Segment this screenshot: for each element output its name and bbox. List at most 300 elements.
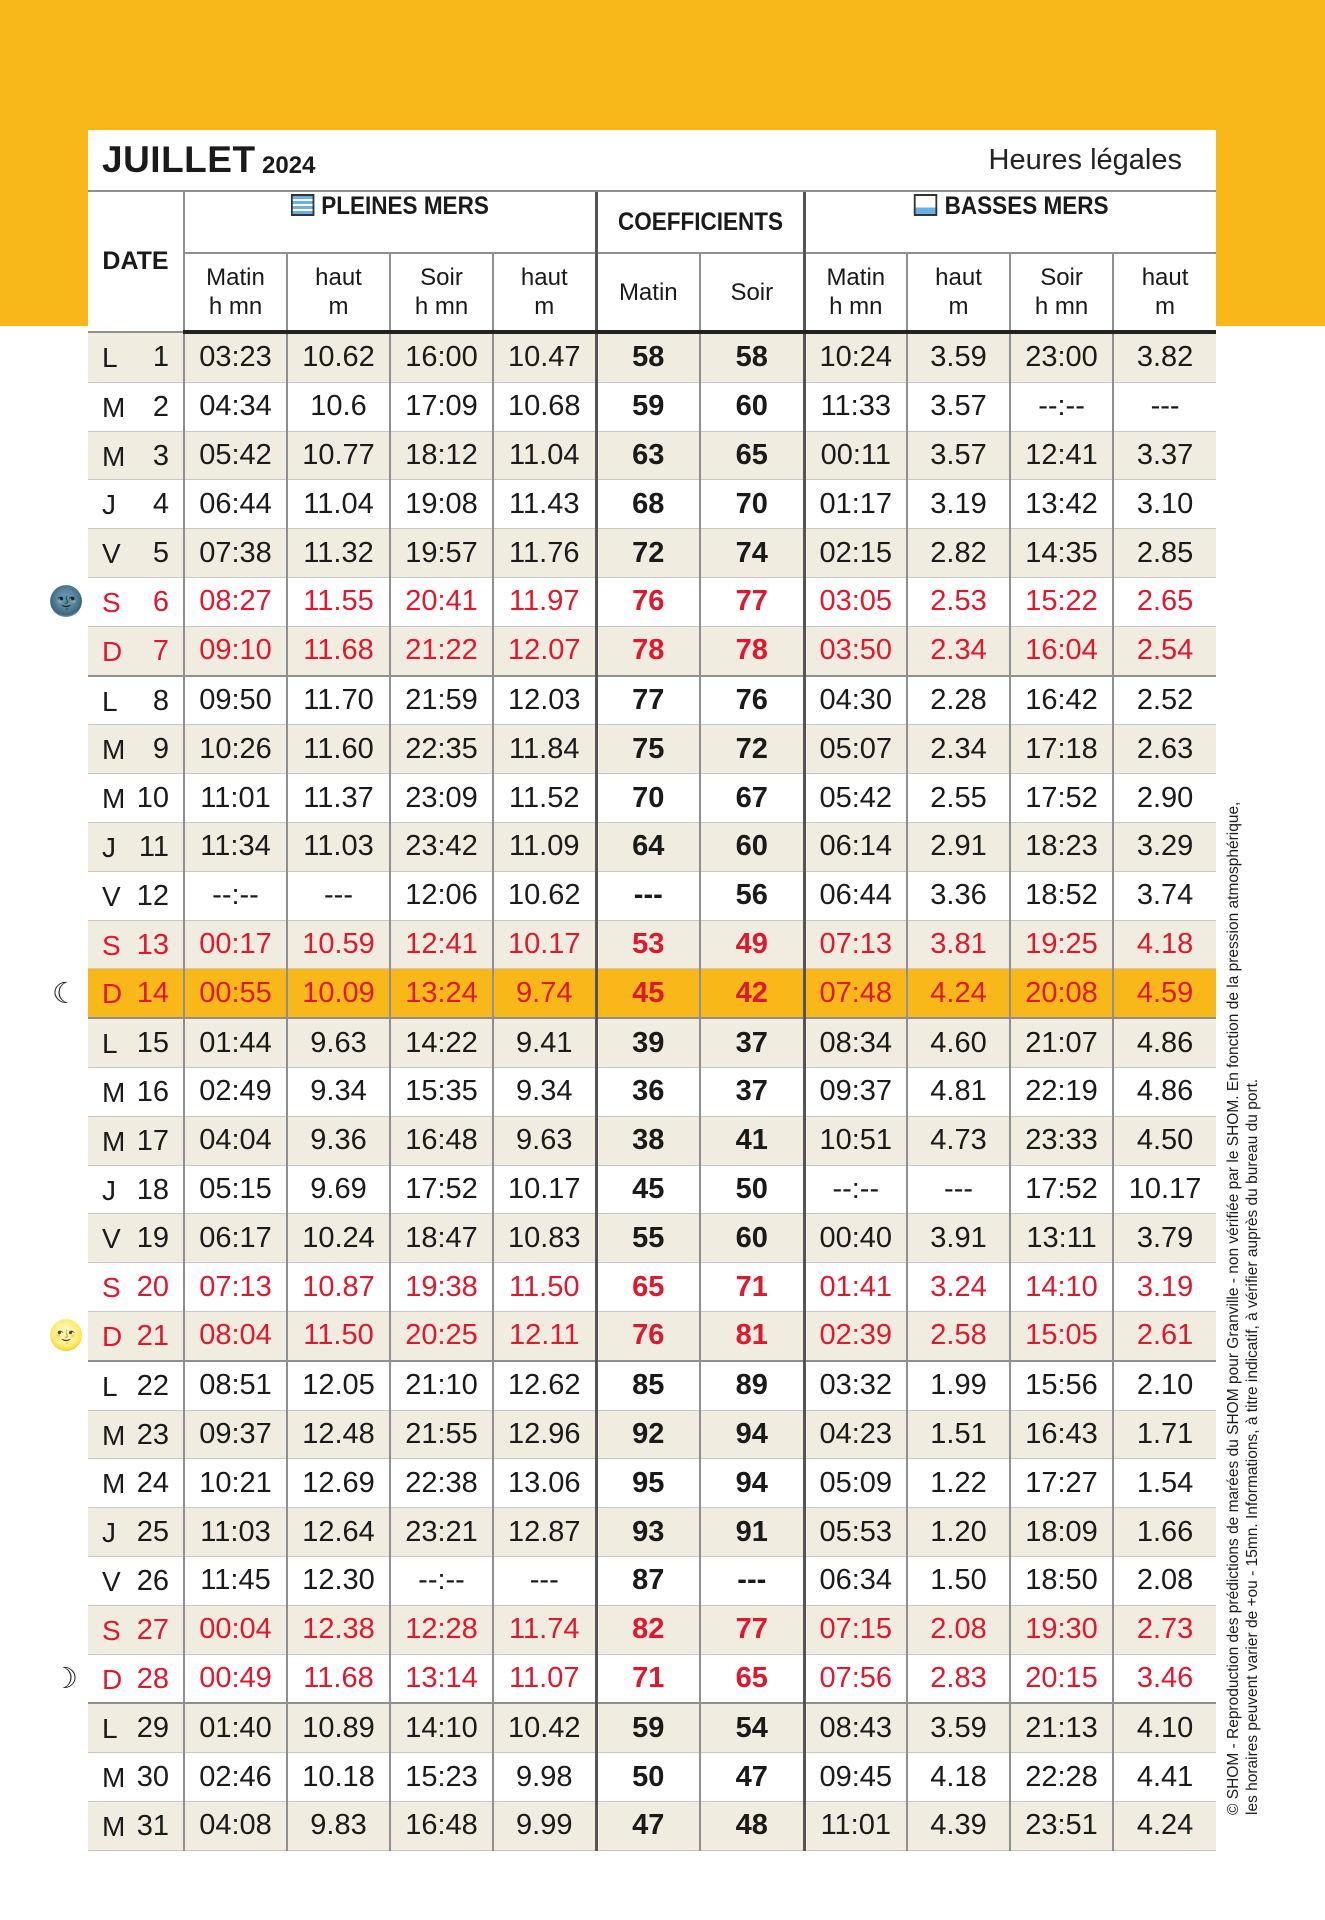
date-cell: [88, 1801, 184, 1850]
date-cell: [88, 1508, 184, 1557]
title-bar: [88, 130, 1216, 192]
coef-morning: 55: [596, 1214, 700, 1263]
bm-morning-height: 3.59: [907, 332, 1010, 382]
coef-evening: 91: [700, 1508, 804, 1557]
table-row: [88, 1801, 1216, 1850]
bm-morning-time: 09:37: [804, 1067, 907, 1116]
basses-mers-header: BASSES MERS: [804, 192, 1216, 253]
coef-evening: 94: [700, 1459, 804, 1508]
bm-evening-time: 18:50: [1010, 1556, 1113, 1605]
bm-evening-time: 12:41: [1010, 431, 1113, 480]
pm-evening-time: 21:59: [390, 676, 493, 725]
pm-subheader: haut m: [493, 253, 596, 332]
bm-morning-time: 03:50: [804, 626, 907, 675]
bm-morning-height: 1.22: [907, 1459, 1010, 1508]
table-row: [88, 1459, 1216, 1508]
pm-evening-height: 10.83: [493, 1214, 596, 1263]
bm-morning-time: --:--: [804, 1165, 907, 1214]
bm-evening-time: 17:52: [1010, 1165, 1113, 1214]
table-row: [88, 1116, 1216, 1165]
bm-morning-time: 02:15: [804, 529, 907, 578]
pm-morning-time: 09:10: [184, 626, 287, 675]
pm-evening-height: 9.99: [493, 1801, 596, 1850]
bm-morning-height: 2.83: [907, 1654, 1010, 1703]
bm-evening-height: 2.52: [1113, 676, 1216, 725]
pm-evening-time: 14:22: [390, 1018, 493, 1067]
pm-morning-height: 9.34: [287, 1067, 390, 1116]
bm-evening-height: 4.59: [1113, 969, 1216, 1018]
bm-evening-height: 3.19: [1113, 1263, 1216, 1312]
bm-evening-height: 4.41: [1113, 1753, 1216, 1802]
bm-evening-time: 19:25: [1010, 920, 1113, 969]
pm-morning-time: 05:42: [184, 431, 287, 480]
table-row: [88, 871, 1216, 920]
bm-subheader: Soir h mn: [1010, 253, 1113, 332]
bm-evening-height: 2.85: [1113, 529, 1216, 578]
coef-evening: 77: [700, 577, 804, 626]
bm-evening-height: 4.86: [1113, 1018, 1216, 1067]
pm-morning-time: 03:23: [184, 332, 287, 382]
bm-evening-height: 4.50: [1113, 1116, 1216, 1165]
weekday-letter: M: [102, 440, 126, 472]
day-number: 18: [136, 1173, 169, 1206]
pm-evening-height: 9.34: [493, 1067, 596, 1116]
bm-morning-height: 4.24: [907, 969, 1010, 1018]
day-number: 26: [136, 1564, 169, 1597]
table-row: [88, 1067, 1216, 1116]
day-number: 22: [136, 1369, 169, 1402]
pm-morning-height: 9.83: [287, 1801, 390, 1850]
pm-morning-time: 01:44: [184, 1018, 287, 1067]
date-cell: [88, 1410, 184, 1459]
pm-evening-height: 10.62: [493, 871, 596, 920]
bm-evening-time: 23:51: [1010, 1801, 1113, 1850]
day-number: 16: [136, 1075, 169, 1108]
bm-morning-time: 09:45: [804, 1753, 907, 1802]
bm-morning-height: 1.99: [907, 1361, 1010, 1410]
pm-morning-time: 08:51: [184, 1361, 287, 1410]
pm-morning-time: --:--: [184, 871, 287, 920]
bm-evening-time: --:--: [1010, 382, 1113, 431]
date-cell: [88, 920, 184, 969]
date-cell: [88, 1605, 184, 1654]
date-cell: [88, 1703, 184, 1752]
day-number: 31: [136, 1809, 169, 1842]
bm-morning-height: 4.39: [907, 1801, 1010, 1850]
table-row: [88, 725, 1216, 774]
pm-evening-time: 13:24: [390, 969, 493, 1018]
coef-morning: 70: [596, 774, 700, 823]
pm-evening-height: 11.97: [493, 577, 596, 626]
coef-evening: 49: [700, 920, 804, 969]
pm-morning-time: 08:27: [184, 577, 287, 626]
bm-morning-time: 01:17: [804, 480, 907, 529]
date-cell: [88, 332, 184, 382]
bm-evening-time: 18:23: [1010, 822, 1113, 871]
pm-evening-height: 11.43: [493, 480, 596, 529]
pm-evening-time: 23:09: [390, 774, 493, 823]
coef-morning: 78: [596, 626, 700, 675]
pm-morning-time: 09:50: [184, 676, 287, 725]
coef-evening: 74: [700, 529, 804, 578]
pm-evening-height: 10.47: [493, 332, 596, 382]
bm-morning-time: 07:56: [804, 1654, 907, 1703]
date-cell: [88, 676, 184, 725]
pm-evening-height: 11.50: [493, 1263, 596, 1312]
date-cell: [88, 1361, 184, 1410]
pm-morning-height: ---: [287, 871, 390, 920]
date-cell: [88, 1459, 184, 1508]
coef-morning: 77: [596, 676, 700, 725]
date-cell: [88, 626, 184, 675]
date-cell: [88, 529, 184, 578]
pm-morning-height: 11.32: [287, 529, 390, 578]
pm-evening-height: 12.11: [493, 1311, 596, 1360]
pm-evening-time: 16:48: [390, 1801, 493, 1850]
date-cell: [88, 1654, 184, 1703]
bm-evening-time: 23:00: [1010, 332, 1113, 382]
date-cell: [88, 1556, 184, 1605]
pm-morning-time: 00:55: [184, 969, 287, 1018]
weekday-letter: L: [102, 1370, 118, 1402]
pm-evening-time: 19:08: [390, 480, 493, 529]
day-number: 1: [152, 341, 169, 373]
full-moon-icon: 🌝: [48, 1320, 85, 1353]
coef-morning: 53: [596, 920, 700, 969]
bm-morning-height: 2.55: [907, 774, 1010, 823]
weekday-letter: M: [102, 783, 126, 815]
weekday-letter: S: [102, 1272, 121, 1304]
pm-evening-height: 9.63: [493, 1116, 596, 1165]
bm-evening-height: 2.73: [1113, 1605, 1216, 1654]
coef-evening: 65: [700, 1654, 804, 1703]
coef-evening: 71: [700, 1263, 804, 1312]
bm-evening-height: 2.54: [1113, 626, 1216, 675]
coef-morning: 68: [596, 480, 700, 529]
weekday-letter: M: [102, 1810, 126, 1842]
table-row: [88, 1311, 1216, 1360]
bm-morning-height: 4.60: [907, 1018, 1010, 1067]
bm-morning-height: 2.34: [907, 626, 1010, 675]
bm-morning-height: 3.91: [907, 1214, 1010, 1263]
bm-evening-height: 2.10: [1113, 1361, 1216, 1410]
bm-evening-height: 2.65: [1113, 577, 1216, 626]
pm-evening-height: 10.17: [493, 1165, 596, 1214]
coef-morning: ---: [596, 871, 700, 920]
pm-morning-time: 00:49: [184, 1654, 287, 1703]
bm-evening-time: 16:42: [1010, 676, 1113, 725]
weekday-letter: M: [102, 734, 126, 766]
bm-morning-time: 06:14: [804, 822, 907, 871]
bm-morning-height: 2.58: [907, 1311, 1010, 1360]
day-number: 15: [136, 1027, 169, 1060]
coef-morning: 58: [596, 332, 700, 382]
pm-subheader: Soir h mn: [390, 253, 493, 332]
weekday-letter: M: [102, 1076, 126, 1108]
pm-morning-height: 12.38: [287, 1605, 390, 1654]
coef-morning: 59: [596, 1703, 700, 1752]
day-number: 19: [136, 1222, 169, 1255]
new-moon-icon: 🌚: [48, 585, 85, 618]
pm-evening-time: 12:28: [390, 1605, 493, 1654]
pm-morning-height: 11.70: [287, 676, 390, 725]
pm-morning-time: 09:37: [184, 1410, 287, 1459]
table-row: [88, 332, 1216, 382]
pm-morning-height: 9.36: [287, 1116, 390, 1165]
table-row: [88, 1605, 1216, 1654]
pm-morning-height: 12.05: [287, 1361, 390, 1410]
bm-morning-time: 00:40: [804, 1214, 907, 1263]
table-row: [88, 920, 1216, 969]
bm-evening-height: 3.79: [1113, 1214, 1216, 1263]
table-row: [88, 1165, 1216, 1214]
weekday-letter: V: [102, 1565, 121, 1597]
bm-evening-time: 18:52: [1010, 871, 1113, 920]
page-title-month: JUILLET: [102, 139, 256, 180]
table-row: [88, 676, 1216, 725]
pm-morning-time: 10:26: [184, 725, 287, 774]
bm-morning-time: 11:33: [804, 382, 907, 431]
bm-morning-height: 4.81: [907, 1067, 1010, 1116]
weekday-letter: M: [102, 391, 126, 423]
bm-morning-height: 2.28: [907, 676, 1010, 725]
bm-morning-height: 3.57: [907, 431, 1010, 480]
bm-evening-height: 10.17: [1113, 1165, 1216, 1214]
pm-morning-height: 10.09: [287, 969, 390, 1018]
pm-morning-time: 11:34: [184, 822, 287, 871]
day-number: 4: [152, 488, 169, 521]
table-row: [88, 577, 1216, 626]
bm-evening-height: 2.63: [1113, 725, 1216, 774]
tide-rows: [88, 332, 1216, 1850]
day-number: 28: [136, 1662, 169, 1695]
table-row: [88, 822, 1216, 871]
pm-evening-time: 21:55: [390, 1410, 493, 1459]
pm-morning-height: 11.50: [287, 1311, 390, 1360]
day-number: 23: [136, 1418, 169, 1451]
pm-morning-height: 10.6: [287, 382, 390, 431]
coef-evening: 42: [700, 969, 804, 1018]
first-quarter-icon: ☾: [52, 977, 78, 1010]
credit-note: © SHOM - Reproduction des prédictions de marées du SHOM pour Granville - non vérifiée par le SHOM. En fonction de la pression atmosphérique, les horaires peuvent varier de +ou - 15mn. Informations, à titre indicatif, à vérifier auprès du bureau du port.: [1225, 801, 1261, 1815]
weekday-letter: S: [102, 586, 121, 618]
bm-morning-height: 2.91: [907, 822, 1010, 871]
weekday-letter: D: [102, 1663, 123, 1695]
coef-morning: 72: [596, 529, 700, 578]
bm-morning-time: 04:23: [804, 1410, 907, 1459]
last-quarter-icon: ☽: [52, 1662, 78, 1695]
weekday-letter: V: [102, 880, 121, 912]
date-cell: [88, 774, 184, 823]
bm-evening-height: 3.82: [1113, 332, 1216, 382]
pm-morning-height: 10.62: [287, 332, 390, 382]
pm-morning-time: 00:04: [184, 1605, 287, 1654]
bm-morning-height: 3.19: [907, 480, 1010, 529]
date-header: DATE: [88, 192, 184, 332]
coef-evening: 76: [700, 676, 804, 725]
bm-morning-time: 05:09: [804, 1459, 907, 1508]
weekday-letter: J: [102, 831, 116, 863]
bm-morning-height: 2.82: [907, 529, 1010, 578]
bm-morning-time: 05:07: [804, 725, 907, 774]
bm-morning-time: 10:51: [804, 1116, 907, 1165]
bm-morning-time: 10:24: [804, 332, 907, 382]
weekday-letter: L: [102, 342, 118, 373]
weekday-letter: J: [102, 489, 116, 521]
table-row: [88, 1410, 1216, 1459]
coef-evening: 67: [700, 774, 804, 823]
pm-morning-time: 00:17: [184, 920, 287, 969]
pm-evening-time: --:--: [390, 1556, 493, 1605]
day-number: 2: [152, 390, 169, 423]
pm-evening-time: 18:47: [390, 1214, 493, 1263]
coef-morning: 45: [596, 969, 700, 1018]
bm-evening-height: 3.46: [1113, 1654, 1216, 1703]
pm-evening-time: 22:38: [390, 1459, 493, 1508]
weekday-letter: L: [102, 685, 118, 717]
bm-evening-time: 13:11: [1010, 1214, 1113, 1263]
date-cell: [88, 1116, 184, 1165]
pm-evening-time: 16:48: [390, 1116, 493, 1165]
bm-evening-height: 1.54: [1113, 1459, 1216, 1508]
pm-morning-height: 12.30: [287, 1556, 390, 1605]
pm-evening-height: 12.07: [493, 626, 596, 675]
bm-morning-height: 4.73: [907, 1116, 1010, 1165]
coef-morning: 75: [596, 725, 700, 774]
pm-morning-height: 10.77: [287, 431, 390, 480]
coef-morning: 64: [596, 822, 700, 871]
pm-morning-time: 10:21: [184, 1459, 287, 1508]
pm-morning-height: 11.37: [287, 774, 390, 823]
bm-morning-height: 3.81: [907, 920, 1010, 969]
pm-evening-height: 13.06: [493, 1459, 596, 1508]
day-number: 5: [152, 537, 169, 570]
bm-evening-height: 1.71: [1113, 1410, 1216, 1459]
bm-evening-height: 3.10: [1113, 480, 1216, 529]
pm-morning-height: 9.63: [287, 1018, 390, 1067]
date-cell: [88, 1311, 184, 1360]
pm-morning-time: 07:38: [184, 529, 287, 578]
pm-morning-height: 10.89: [287, 1703, 390, 1752]
pm-morning-time: 06:17: [184, 1214, 287, 1263]
pm-morning-height: 10.24: [287, 1214, 390, 1263]
coef-morning: 76: [596, 1311, 700, 1360]
date-cell: [88, 431, 184, 480]
pm-morning-time: 11:01: [184, 774, 287, 823]
bm-evening-time: 22:28: [1010, 1753, 1113, 1802]
bm-morning-time: 11:01: [804, 1801, 907, 1850]
weekday-letter: S: [102, 929, 121, 961]
pm-evening-time: 18:12: [390, 431, 493, 480]
pm-morning-height: 11.55: [287, 577, 390, 626]
coef-morning: 71: [596, 1654, 700, 1703]
pm-morning-height: 10.59: [287, 920, 390, 969]
bm-evening-time: 21:07: [1010, 1018, 1113, 1067]
pm-morning-time: 08:04: [184, 1311, 287, 1360]
coef-morning: 85: [596, 1361, 700, 1410]
table-row: [88, 626, 1216, 675]
pm-evening-time: 17:09: [390, 382, 493, 431]
bm-evening-time: 22:19: [1010, 1067, 1113, 1116]
weekday-letter: J: [102, 1174, 116, 1206]
bm-morning-time: 08:43: [804, 1703, 907, 1752]
bm-evening-height: 2.90: [1113, 774, 1216, 823]
weekday-letter: D: [102, 635, 123, 667]
bm-evening-time: 21:13: [1010, 1703, 1113, 1752]
bm-evening-height: 2.08: [1113, 1556, 1216, 1605]
coefficients-header: COEFFICIENTS: [596, 192, 804, 253]
bm-evening-height: 2.61: [1113, 1311, 1216, 1360]
bm-evening-time: 16:43: [1010, 1410, 1113, 1459]
date-cell: [88, 969, 184, 1018]
bm-evening-time: 14:10: [1010, 1263, 1113, 1312]
page-title-year: 2024: [262, 152, 316, 179]
bm-morning-height: 3.59: [907, 1703, 1010, 1752]
pm-morning-height: 10.87: [287, 1263, 390, 1312]
bm-evening-time: 19:30: [1010, 1605, 1113, 1654]
day-number: 9: [152, 733, 169, 766]
coef-morning: 39: [596, 1018, 700, 1067]
pm-morning-time: 05:15: [184, 1165, 287, 1214]
table-row: [88, 1361, 1216, 1410]
table-row: [88, 1703, 1216, 1752]
date-cell: [88, 1067, 184, 1116]
table-row: [88, 1508, 1216, 1557]
pm-evening-time: 12:41: [390, 920, 493, 969]
day-number: 10: [136, 782, 169, 815]
pm-evening-height: 11.07: [493, 1654, 596, 1703]
pm-morning-height: 11.68: [287, 1654, 390, 1703]
coef-morning: 82: [596, 1605, 700, 1654]
bm-evening-height: 3.74: [1113, 871, 1216, 920]
bm-morning-height: 3.24: [907, 1263, 1010, 1312]
bm-morning-time: 03:05: [804, 577, 907, 626]
day-number: 24: [136, 1467, 169, 1500]
coef-evening: 60: [700, 822, 804, 871]
pm-subheader: haut m: [287, 253, 390, 332]
weekday-letter: D: [102, 978, 123, 1010]
coef-morning: 59: [596, 382, 700, 431]
day-number: 7: [152, 634, 169, 667]
bm-evening-height: 4.24: [1113, 1801, 1216, 1850]
coef-evening: 78: [700, 626, 804, 675]
coef-morning: 92: [596, 1410, 700, 1459]
bm-evening-time: 15:56: [1010, 1361, 1113, 1410]
coef-evening: 37: [700, 1067, 804, 1116]
bm-morning-time: 05:42: [804, 774, 907, 823]
coef-evening: ---: [700, 1556, 804, 1605]
bm-evening-height: 3.29: [1113, 822, 1216, 871]
pm-evening-height: 10.42: [493, 1703, 596, 1752]
day-number: 29: [136, 1712, 169, 1745]
bm-morning-time: 01:41: [804, 1263, 907, 1312]
day-number: 3: [152, 439, 169, 472]
weekday-letter: M: [102, 1125, 126, 1157]
date-cell: [88, 1753, 184, 1802]
bm-evening-time: 16:04: [1010, 626, 1113, 675]
date-cell: [88, 725, 184, 774]
weekday-letter: M: [102, 1762, 126, 1794]
pm-evening-time: 16:00: [390, 332, 493, 382]
pm-evening-time: 14:10: [390, 1703, 493, 1752]
bm-morning-height: 1.51: [907, 1410, 1010, 1459]
pm-evening-time: 23:42: [390, 822, 493, 871]
bm-evening-height: 4.86: [1113, 1067, 1216, 1116]
bm-morning-height: 2.08: [907, 1605, 1010, 1654]
bm-morning-height: 2.34: [907, 725, 1010, 774]
date-cell: [88, 1165, 184, 1214]
table-row: [88, 480, 1216, 529]
